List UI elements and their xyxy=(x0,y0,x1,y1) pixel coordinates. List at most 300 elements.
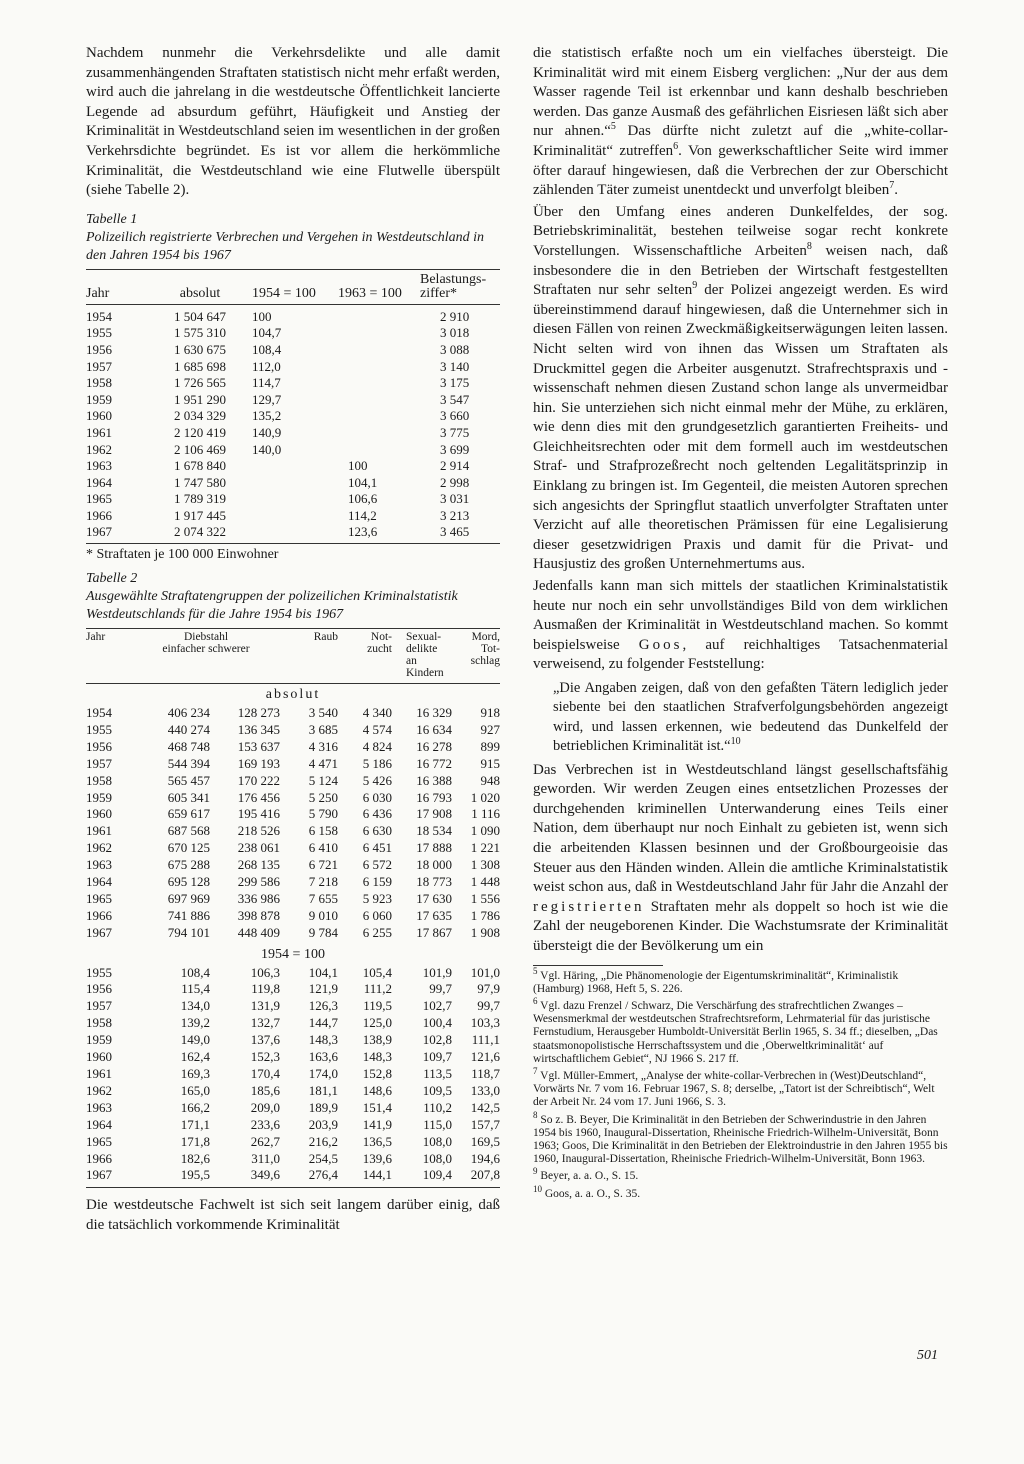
table1-cell: 100 xyxy=(348,458,368,474)
table2-row xyxy=(86,1066,500,1083)
table1-cell: 1 726 565 xyxy=(174,375,226,391)
table2-cell: 133,0 xyxy=(470,1082,500,1098)
table2-cell: 6 255 xyxy=(362,924,392,940)
table2-cell: 169,5 xyxy=(470,1133,500,1149)
table2-cell: 918 xyxy=(480,704,500,720)
table2-cell: 6 158 xyxy=(308,823,338,839)
header-sub xyxy=(132,643,280,655)
table2-cell: 139,2 xyxy=(180,1015,210,1031)
table1-cell: 140,9 xyxy=(252,424,282,440)
table2-cell: 138,9 xyxy=(362,1032,392,1048)
table2-header-jahr xyxy=(86,629,132,684)
table2-row xyxy=(86,908,500,925)
table2-cell: 136 345 xyxy=(237,721,280,737)
footnote-text: So z. B. Beyer, Die Kriminalität in den Betrieben der Schwerindustrie in den Jahren 1954 bis 1960, Inaugural-Dissertation, Rheinische Friedrich-Wilhelm-Universität, Bonn 1963; Goos, Die Kriminalität in den Betrieben der Elektroindustrie in den Jahren 1955 bis 1960, Inaugural-Dissertation, Rheinische Friedrich-Wilhelm-Universität, Bonn 1963. xyxy=(533,1113,948,1166)
table2-cell: 109,7 xyxy=(422,1049,452,1065)
footnote-number: 8 xyxy=(533,1109,538,1120)
table2-cell: 4 316 xyxy=(308,738,338,754)
text-run: die statistisch erfaßte noch um ein vielfaches übersteigt. Die Kriminalität wird mit einem Eisberg verglichen: „Nur der aus dem Wasser ragende Teil ist erkennbar und kann deshalb beschrieben werden. Das ganze Ausmaß des gefährlichen Eisriesen läßt sich aber nur ahnen.“ xyxy=(533,45,948,140)
table2-cell: 126,3 xyxy=(308,998,338,1014)
header-text: schlag xyxy=(470,655,500,668)
table2-cell: 1955 xyxy=(86,721,112,737)
table1-cell: 2 074 322 xyxy=(148,524,252,543)
table1-cell xyxy=(252,508,338,525)
table1-cell xyxy=(338,359,414,376)
table2-cell: 1961 xyxy=(86,823,112,839)
table2-cell: 209,0 xyxy=(250,1099,280,1115)
table2-row xyxy=(86,1151,500,1168)
text-run: weisen nach, daß insbesondere die in den Betrieben der Wirtschaft festgestellten Straftaten nur sehr selten xyxy=(533,242,948,299)
text-run: Über den Umfang eines anderen Dunkelfeldes, der sog. Betriebskriminalität, bestehen teilweise sogar recht konkrete Vorstellungen. Wissenschaftliche Arbeiten xyxy=(533,203,948,259)
table2-cell: 1 116 xyxy=(471,806,500,822)
table2-cell: 5 923 xyxy=(362,890,392,906)
table1-cell: 1965 xyxy=(86,491,112,507)
table2-cell: 276,4 xyxy=(280,1167,338,1187)
table1-cell xyxy=(338,425,414,442)
table2-section-label: absolut xyxy=(265,687,321,703)
paragraph-4 xyxy=(533,761,948,957)
table2-cell: 109,4 xyxy=(392,1167,452,1187)
table2-cell: 17 908 xyxy=(416,806,452,822)
table1-cell: 2 914 xyxy=(440,458,470,474)
table1-cell: 3 213 xyxy=(440,507,470,523)
footnote-text: Vgl. dazu Frenzel / Schwarz, Die Verschärfung des strafrechtlichen Zwanges – Wesensmerkmal der westdeutschen Strafrechtsreform, Lehrmaterial für das juristische Fernstudium, Herausgeber Humboldt-Universität Berlin 1965, S. 34 ff.; dieselben, „Das staatsmonopolistische Herrschaftssystem und die ‚Oberweltkriminalität‘ auf wirtschaftlichem Gebiet“, NJ 1966 S. 217 ff. xyxy=(533,999,938,1065)
table2-cell: 1967 xyxy=(86,1167,132,1187)
table2-cell: 794 101 xyxy=(167,924,210,940)
table2-cell: 109,5 xyxy=(422,1082,452,1098)
table2-cell: 171,8 xyxy=(180,1133,210,1149)
table2-cell: 111,1 xyxy=(471,1032,500,1048)
footnote xyxy=(533,965,948,996)
footnote xyxy=(533,1109,948,1167)
table1-cell: 1 685 698 xyxy=(174,358,226,374)
paragraph-2 xyxy=(533,203,948,575)
table2-cell: 144,1 xyxy=(338,1167,392,1187)
table2-cell: 1967 xyxy=(86,924,112,940)
table2-cell: 9 784 xyxy=(308,924,338,940)
table2-cell: 152,3 xyxy=(250,1049,280,1065)
table2-cell: 948 xyxy=(480,772,500,788)
table2-cell: 1961 xyxy=(86,1066,112,1081)
table2-cell: 149,0 xyxy=(180,1032,210,1048)
table2-cell: 153 637 xyxy=(237,738,280,754)
table1-cell xyxy=(338,408,414,425)
table2-cell: 16 388 xyxy=(416,772,452,788)
table2-cell: 1956 xyxy=(86,981,112,997)
table2-cell: 448 409 xyxy=(237,924,280,940)
table2-cell: 166,2 xyxy=(180,1099,210,1115)
table2-cell: 104,1 xyxy=(308,964,338,980)
table1-row xyxy=(86,475,500,492)
table2-cell: 16 329 xyxy=(416,704,452,720)
table1-cell: 3 465 xyxy=(414,524,500,543)
table2-cell: 1959 xyxy=(86,1032,112,1048)
table2-cell: 299 586 xyxy=(237,874,280,890)
table2-cell: 17 888 xyxy=(416,840,452,856)
table2-label: Tabelle 2 xyxy=(86,571,138,587)
table2-cell: 1958 xyxy=(86,772,112,788)
table2-cell: 659 617 xyxy=(167,806,210,822)
table2-header-sexual xyxy=(392,629,452,684)
table2-cell: 3 540 xyxy=(308,704,338,720)
table2-row xyxy=(86,806,500,823)
table2-cell: 121,9 xyxy=(308,981,338,997)
header-text: Diebstahl xyxy=(183,631,229,644)
footnote-ref: 5 xyxy=(610,121,616,133)
table2-section-label: 1954 = 100 xyxy=(261,946,325,962)
table1-footnote: * Straftaten je 100 000 Einwohner xyxy=(86,547,279,563)
table2-cell: 115,0 xyxy=(423,1116,452,1132)
table2-cell: 17 635 xyxy=(416,907,452,923)
table2-cell: 687 568 xyxy=(167,823,210,839)
table2-cell: 1959 xyxy=(86,789,112,805)
table1-cell: 1 917 445 xyxy=(174,507,226,523)
table2-cell: 1 556 xyxy=(470,890,500,906)
table2-cell: 697 969 xyxy=(167,890,210,906)
table1-row xyxy=(86,442,500,459)
table2-cell: 103,3 xyxy=(470,1015,500,1031)
table2-cell: 134,0 xyxy=(180,998,210,1014)
table2-row xyxy=(86,1134,500,1151)
table1-cell xyxy=(252,524,338,543)
footnote-divider xyxy=(533,965,663,966)
table1-cell: 135,2 xyxy=(252,408,282,424)
table2-cell: 189,9 xyxy=(308,1099,338,1115)
table2-cell: 148,3 xyxy=(308,1032,338,1048)
table2-cell: 1964 xyxy=(86,874,112,890)
table2-cell: 144,7 xyxy=(308,1015,338,1031)
table2-cell: 101,9 xyxy=(422,964,452,980)
table1-cell: 2 998 xyxy=(440,474,470,490)
table2-cell: 5 124 xyxy=(308,772,338,788)
table1-row xyxy=(86,359,500,376)
footnote-number: 7 xyxy=(533,1066,538,1077)
table2-cell: 6 159 xyxy=(362,874,392,890)
table2-cell: 108,4 xyxy=(180,964,210,980)
paragraph-3 xyxy=(533,577,948,675)
table1-row xyxy=(86,508,500,525)
header-text: an xyxy=(406,655,417,668)
text-run: Das Verbrechen ist in Westdeutschland längst gesellschaftsfähig geworden. Wir werden Zeugen eines entsetzlichen Prozesses der durchgehenden kriminellen Unterwanderung eines Teils einer Nation, dem überhaupt nur noch Einhalt zu gebieten ist, wenn sich die arbeitenden Klassen besinnen und der Großbourgeoisie das Steuer aus den Händen winden. Allein die amtliche Kriminalstatistik weist schon aus, daß in Westdeutschland Jahr für Jahr die Anzahl der xyxy=(533,761,948,896)
table2-cell: 16 278 xyxy=(416,738,452,754)
table2-row xyxy=(86,857,500,874)
table2-cell: 207,8 xyxy=(452,1167,500,1187)
text-run: Das dürfte nicht zuletzt auf die „white-collar-Kriminalität“ zutreffen xyxy=(533,123,948,159)
table2-cell: 1963 xyxy=(86,1099,112,1115)
table2-row xyxy=(86,874,500,891)
table2-cell: 262,7 xyxy=(250,1133,280,1149)
table1-header-1954: 1954 = 100 xyxy=(252,269,338,304)
header-text: Raub xyxy=(313,631,338,644)
table2-row xyxy=(86,823,500,840)
table2-row xyxy=(86,965,500,982)
footnote-ref: 10 xyxy=(730,736,741,748)
table2-cell: 6 060 xyxy=(362,907,392,923)
table2-cell: 1966 xyxy=(86,907,112,923)
table2-cell: 136,5 xyxy=(362,1133,392,1149)
table2-cell: 163,6 xyxy=(308,1049,338,1065)
footnote-number: 5 xyxy=(533,965,538,976)
table2-cell: 1963 xyxy=(86,857,112,873)
table1-title: Polizeilich registrierte Verbrechen und Vergehen in Westdeutschland in den Jahren 1954 bis 1967 xyxy=(86,229,485,263)
table2-cell: 440 274 xyxy=(167,721,210,737)
right-column xyxy=(533,44,948,1201)
table2-cell: 6 572 xyxy=(362,857,392,873)
table2-row xyxy=(86,722,500,739)
table2-cell: 169 193 xyxy=(237,755,280,771)
table1-cell xyxy=(252,491,338,508)
table2-cell: 128 273 xyxy=(237,704,280,720)
table2-cell: 17 630 xyxy=(416,890,452,906)
table2-header-notzucht xyxy=(338,629,392,684)
table2-section-row xyxy=(86,942,500,965)
table2-cell: 16 772 xyxy=(416,755,452,771)
table2-cell: 151,4 xyxy=(362,1099,392,1115)
table2-cell: 194,6 xyxy=(470,1150,500,1166)
table1-cell: 140,0 xyxy=(252,441,282,457)
table2-cell: 115,4 xyxy=(181,981,210,997)
table2-cell: 1 221 xyxy=(470,840,500,856)
table1-cell xyxy=(338,325,414,342)
footnotes xyxy=(533,965,948,1201)
table1-cell: 123,6 xyxy=(338,524,414,543)
table1 xyxy=(86,269,500,544)
table2-cell: 741 886 xyxy=(167,907,210,923)
table2-cell: 102,7 xyxy=(422,998,452,1014)
table1-cell: 1 575 310 xyxy=(174,325,226,341)
table1-cell: 1 504 647 xyxy=(174,308,226,324)
table1-cell: 3 775 xyxy=(440,424,470,440)
table2-cell: 927 xyxy=(480,721,500,737)
table2-cell: 1955 xyxy=(86,964,112,980)
table1-cell: 2 106 469 xyxy=(174,441,226,457)
table2-row xyxy=(86,1083,500,1100)
table2-cell: 99,7 xyxy=(429,981,452,997)
table1-cell: 3 547 xyxy=(440,391,470,407)
table1-cell: 1967 xyxy=(86,524,148,543)
header-text: delikte xyxy=(406,643,438,656)
table2-row xyxy=(86,1032,500,1049)
table1-cell: 100 xyxy=(252,308,272,324)
table1-cell: 106,6 xyxy=(348,491,378,507)
footnote-text: Goos, a. a. O., S. 35. xyxy=(544,1187,641,1200)
table2-header-diebstahl xyxy=(132,629,280,684)
header-text: einfacher xyxy=(162,643,206,656)
table1-row xyxy=(86,408,500,425)
table1-cell: 1 747 580 xyxy=(174,474,226,490)
table2-cell: 1957 xyxy=(86,998,112,1014)
table2-cell: 131,9 xyxy=(250,998,280,1014)
table2-cell: 16 634 xyxy=(416,721,452,737)
table2-cell: 565 457 xyxy=(167,772,210,788)
table2-cell: 544 394 xyxy=(167,755,210,771)
table2-cell: 3 685 xyxy=(308,721,338,737)
table1-cell: 3 018 xyxy=(440,325,470,341)
table1-cell xyxy=(338,442,414,459)
table2-cell: 111,2 xyxy=(363,981,392,997)
table2-cell: 6 410 xyxy=(308,840,338,856)
table1-cell xyxy=(252,458,338,475)
table2-cell: 141,9 xyxy=(362,1116,392,1132)
table1-cell: 3 699 xyxy=(440,441,470,457)
table2-header-mord xyxy=(452,629,500,684)
table2-cell: 18 000 xyxy=(416,857,452,873)
footnote-text: Beyer, a. a. O., S. 15. xyxy=(540,1170,639,1183)
table2-cell: 174,0 xyxy=(308,1066,338,1081)
table1-row xyxy=(86,375,500,392)
table1-header-1963: 1963 = 100 xyxy=(338,269,414,304)
table2-cell: 1962 xyxy=(86,840,112,856)
table2-cell: 1 786 xyxy=(470,907,500,923)
table1-label: Tabelle 1 xyxy=(86,211,138,227)
table1-cell: 3 660 xyxy=(440,408,470,424)
table1-row xyxy=(86,458,500,475)
table1-cell xyxy=(338,304,414,325)
table2-cell: 1957 xyxy=(86,755,112,771)
table1-row xyxy=(86,325,500,342)
table1-header-row xyxy=(86,269,500,304)
table2-cell: 4 574 xyxy=(362,721,392,737)
table1-cell: 114,2 xyxy=(348,507,377,523)
footnote-text: Vgl. Häring, „Die Phänomenologie der Eigentumskriminalität“, Kriminalistik (Hamburg) 1968, Heft 5, S. 226. xyxy=(533,969,899,995)
table2-row xyxy=(86,773,500,790)
header-text: Not- xyxy=(370,631,392,644)
table2-row xyxy=(86,1117,500,1134)
table1-cell: 2 120 419 xyxy=(174,424,226,440)
table2-cell: 139,6 xyxy=(362,1150,392,1166)
table2-cell: 6 630 xyxy=(362,823,392,839)
header-text: zucht xyxy=(367,643,392,656)
table2-cell: 4 340 xyxy=(362,704,392,720)
table2-cell: 1 308 xyxy=(470,857,500,873)
table2-cell: 5 790 xyxy=(308,806,338,822)
table1-cell: 112,0 xyxy=(252,358,281,374)
table2-cell: 468 748 xyxy=(167,738,210,754)
table1-cell: 1956 xyxy=(86,341,112,357)
table2-cell: 18 773 xyxy=(416,874,452,890)
table2-cell: 1965 xyxy=(86,1133,112,1149)
table1-cell: 3 088 xyxy=(440,341,470,357)
table1-cell: 3 031 xyxy=(440,491,470,507)
table2-cell: 7 218 xyxy=(308,874,338,890)
table2-cell: 233,6 xyxy=(250,1116,280,1132)
table1-header-belastung: Belastungs-ziffer* xyxy=(414,269,500,304)
table2-cell: 132,7 xyxy=(250,1015,280,1031)
table1-cell: 104,1 xyxy=(348,474,378,490)
table2-cell: 105,4 xyxy=(362,964,392,980)
table2-cell: 182,6 xyxy=(180,1150,210,1166)
table1-cell: 1960 xyxy=(86,408,112,424)
table2-cell: 1 908 xyxy=(470,924,500,940)
text-run: der Polizei angezeigt werden. Es wird übereinstimmend darauf hingewiesen, daß die Unternehmer sich in diesen Fällen von reinen Zweckmäßigkeitserwägungen leiten lassen. Nicht selten wird von ihnen das Wissen um Straftaten als Druckmittel gegen die Arbeiter ausgenutzt. Strafrechtspraxis und -wissenschaft nehmen diesen Zustand schon lange als unvermeidbar hin. Sie unterziehen sich nicht einmal mehr der Mühe, zu erklären, wie denn dies mit den grundgesetzlich garantierten Freiheits- und Gleichheitsrechten oder mit dem formell auch im westdeutschen Straf- und Strafprozeßrecht noch geltenden Legalitätsprinzip in Einklang zu bringen ist. Im Gegenteil, die meisten Autoren sprechen sich angesichts der Springflut staatlich unverfolgter Straftaten unter Verzicht auf alle theoretischen Prämissen für eine Legalisierung dieser gesetzwidrigen Praxis und damit für die Privat- und Hausjustiz des großen Unternehmertums aus. xyxy=(533,282,948,573)
table2-cell: 16 793 xyxy=(416,789,452,805)
header-text: Sexual- xyxy=(406,631,442,644)
table1-cell: 1955 xyxy=(86,325,112,341)
table2-row xyxy=(86,790,500,807)
table2-cell: 121,6 xyxy=(470,1049,500,1065)
table2-cell: 4 471 xyxy=(308,755,338,771)
table1-row xyxy=(86,524,500,543)
table2-cell: 137,6 xyxy=(250,1032,280,1048)
table1-row xyxy=(86,342,500,359)
footnote-text: Vgl. Müller-Emmert, „Analyse der white-collar-Verbrechen in (West)Deutschland“, Vorwärts Nr. 7 vom 16. Februar 1967, S. 8; derselbe, „Tatort ist der Schreibtisch“, Welt der Arbeit Nr. 24 vom 17. Juni 1966, S. 3. xyxy=(533,1069,935,1109)
table2-row xyxy=(86,739,500,756)
table1-cell: 3 175 xyxy=(440,375,470,391)
table2-cell: 7 655 xyxy=(308,890,338,906)
table1-cell: 1963 xyxy=(86,458,112,474)
table2-row xyxy=(86,925,500,942)
table1-cell: 1954 xyxy=(86,308,112,324)
table2-cell: 119,8 xyxy=(251,981,280,997)
table2-cell: 238 061 xyxy=(237,840,280,856)
table1-cell: 1 951 290 xyxy=(174,391,226,407)
table1-row xyxy=(86,425,500,442)
table2-cell: 1965 xyxy=(86,890,112,906)
table2-cell: 5 426 xyxy=(362,772,392,788)
table1-header-absolut: absolut xyxy=(148,269,252,304)
table2-cell: 5 250 xyxy=(308,789,338,805)
table2-cell: 605 341 xyxy=(167,789,210,805)
table2-cell: 915 xyxy=(480,755,500,771)
table1-cell: 1961 xyxy=(86,424,112,440)
table1-header-jahr: Jahr xyxy=(86,269,148,304)
table2-cell: 148,6 xyxy=(362,1082,392,1098)
table1-row xyxy=(86,491,500,508)
table2-cell: 165,0 xyxy=(180,1082,210,1098)
table2-cell: 268 135 xyxy=(237,857,280,873)
table2-cell: 1962 xyxy=(86,1082,112,1098)
table2-cell: 5 186 xyxy=(362,755,392,771)
table1-cell: 1966 xyxy=(86,507,112,523)
table2-cell: 9 010 xyxy=(308,907,338,923)
table2-cell: 97,9 xyxy=(477,981,500,997)
table1-cell: 3 140 xyxy=(440,358,470,374)
footnote-number: 10 xyxy=(533,1183,542,1194)
table2-cell: 171,1 xyxy=(180,1116,210,1132)
table2-cell: 216,2 xyxy=(308,1133,338,1149)
table2-cell: 18 534 xyxy=(416,823,452,839)
table2-cell: 119,5 xyxy=(363,998,392,1014)
table1-cell xyxy=(338,392,414,409)
block-quote xyxy=(553,679,948,757)
table2-cell: 157,7 xyxy=(470,1116,500,1132)
table1-cell: 129,7 xyxy=(252,391,282,407)
table2-cell: 1958 xyxy=(86,1015,112,1031)
table2-cell: 162,4 xyxy=(180,1049,210,1065)
table2-cell: 17 867 xyxy=(416,924,452,940)
footnote xyxy=(533,1183,948,1201)
table2-cell: 170,4 xyxy=(250,1066,280,1081)
closing-paragraph: Die westdeutsche Fachwelt ist sich seit langem darüber einig, daß die tatsächlich vorkommende Kriminalität xyxy=(86,1197,500,1233)
table2-cell: 106,3 xyxy=(250,964,280,980)
table2-header-raub xyxy=(280,629,338,684)
text-run: Straftaten mehr als doppelt so hoch ist wie die Zahl der neugeborenen Kinder. Die Wachstumsrate der Kriminalität übersteigt die der Bevölkerung um ein xyxy=(533,898,948,954)
table2-row xyxy=(86,998,500,1015)
intro-paragraph: Nachdem nunmehr die Verkehrsdelikte und alle damit zusammenhängenden Straftaten statistisch nicht mehr erfaßt werden, wird auch die jahrelang in die westdeutsche Öffentlichkeit lancierte Legende ad absurdum geführt, Häufigkeit und Anstieg der Kriminalität in Westdeutschland seien im wesentlichen in der großen Verkehrsdichte begründet. Es ist vor allem die herkömmliche Kriminalität, die Westdeutschland wie eine Flutwelle überspült (siehe Tabelle 2). xyxy=(86,45,500,199)
footnote-ref: 7 xyxy=(889,180,895,192)
table2-row xyxy=(86,705,500,722)
table1-row xyxy=(86,392,500,409)
table1-row xyxy=(86,304,500,325)
table2-cell: 6 451 xyxy=(362,840,392,856)
author-name: Goos xyxy=(638,636,683,653)
table2-cell: 6 721 xyxy=(308,857,338,873)
table1-cell xyxy=(252,475,338,492)
table2-cell: 1 448 xyxy=(470,874,500,890)
table2-cell: 1960 xyxy=(86,806,112,822)
table1-cell: 1962 xyxy=(86,441,112,457)
table1-cell: 2 034 329 xyxy=(174,408,226,424)
